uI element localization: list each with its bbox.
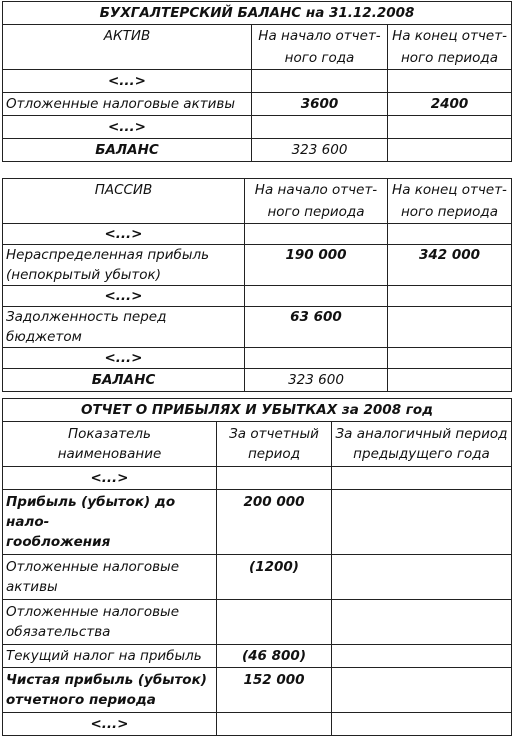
empty-cell bbox=[252, 70, 388, 93]
start-of-year-header bbox=[252, 25, 388, 70]
empty-cell bbox=[388, 116, 512, 139]
deferred-tax-assets-end: 2400 bbox=[388, 93, 512, 116]
balance-assets-table bbox=[2, 1, 512, 162]
label-line: отчетного периода bbox=[6, 692, 156, 708]
indicator-header bbox=[3, 422, 217, 467]
empty-cell bbox=[388, 348, 512, 369]
empty-cell bbox=[245, 224, 388, 245]
retained-earnings-start: 190 000 bbox=[245, 245, 388, 286]
balance-total-label: БАЛАНС bbox=[3, 369, 245, 392]
ellipsis-row: <...> bbox=[3, 348, 245, 369]
income-statement-title: ОТЧЕТ О ПРИБЫЛЯХ И УБЫТКАХ за 2008 год bbox=[3, 399, 512, 422]
reporting-period-header bbox=[217, 422, 332, 467]
empty-cell bbox=[388, 307, 512, 348]
balance-liabilities-table bbox=[2, 178, 512, 392]
label-line: активы bbox=[6, 579, 58, 595]
deferred-tax-assets-label: Отложенные налоговые активы bbox=[3, 93, 252, 116]
empty-cell bbox=[245, 348, 388, 369]
net-profit-label bbox=[3, 668, 217, 713]
empty-cell bbox=[332, 645, 512, 668]
empty-cell bbox=[332, 555, 512, 600]
current-income-tax-label: Текущий налог на прибыль bbox=[3, 645, 217, 668]
deferred-tax-assets-start: 3600 bbox=[252, 93, 388, 116]
label-line: Нераспределенная прибыль bbox=[6, 247, 210, 263]
end-of-period-header bbox=[388, 179, 512, 224]
label-line: Чистая прибыль (убыток) bbox=[6, 672, 207, 688]
income-statement-table bbox=[2, 398, 512, 736]
balance-total-label: БАЛАНС bbox=[3, 139, 252, 162]
balance-total-start: 323 600 bbox=[252, 139, 388, 162]
header-line: За отчетный bbox=[229, 426, 319, 442]
assets-header: АКТИВ bbox=[3, 25, 252, 70]
net-profit-value: 152 000 bbox=[217, 668, 332, 713]
header-line: ного периода bbox=[267, 204, 365, 220]
empty-cell bbox=[245, 286, 388, 307]
previous-period-header bbox=[332, 422, 512, 467]
empty-cell bbox=[217, 467, 332, 490]
deferred-tax-liabilities-label bbox=[3, 600, 217, 645]
balance-title: БУХГАЛТЕРСКИЙ БАЛАНС на 31.12.2008 bbox=[3, 2, 512, 25]
empty-cell bbox=[332, 713, 512, 736]
empty-cell bbox=[332, 490, 512, 555]
header-line: ного года bbox=[284, 50, 355, 66]
label-line: Отложенные налоговые bbox=[6, 559, 180, 575]
empty-cell bbox=[332, 600, 512, 645]
deferred-tax-liabilities-value bbox=[217, 600, 332, 645]
header-line: Показатель bbox=[67, 426, 152, 442]
liabilities-header: ПАССИВ bbox=[3, 179, 245, 224]
header-line: ного периода bbox=[400, 50, 499, 66]
empty-cell bbox=[332, 668, 512, 713]
label-line: обязательства bbox=[6, 624, 111, 640]
header-line: предыдущего года bbox=[353, 446, 490, 462]
header-line: ного периода bbox=[400, 204, 499, 220]
profit-before-tax-label bbox=[3, 490, 217, 555]
empty-cell bbox=[388, 224, 512, 245]
header-line: На начало отчет- bbox=[258, 28, 381, 44]
header-line: период bbox=[247, 446, 301, 462]
balance-total-start: 323 600 bbox=[245, 369, 388, 392]
ellipsis-row: <...> bbox=[3, 70, 252, 93]
header-line: На начало отчет- bbox=[254, 182, 378, 198]
empty-cell bbox=[388, 286, 512, 307]
label-line: Отложенные налоговые bbox=[6, 604, 180, 620]
header-line: наименование bbox=[57, 446, 162, 462]
retained-earnings-label bbox=[3, 245, 245, 286]
deferred-tax-assets-label bbox=[3, 555, 217, 600]
label-line: (непокрытый убыток) bbox=[6, 267, 161, 283]
empty-cell bbox=[332, 467, 512, 490]
retained-earnings-end: 342 000 bbox=[388, 245, 512, 286]
tax-payable-label: Задолженность перед бюджетом bbox=[3, 307, 245, 348]
header-line: За аналогичный период bbox=[335, 426, 508, 442]
empty-cell bbox=[252, 116, 388, 139]
header-line: На конец отчет- bbox=[392, 28, 507, 44]
label-line: Прибыль (убыток) до нало- bbox=[6, 494, 176, 530]
empty-cell bbox=[388, 139, 512, 162]
ellipsis-row: <...> bbox=[3, 116, 252, 139]
ellipsis-row: <...> bbox=[3, 467, 217, 490]
deferred-tax-assets-value: (1200) bbox=[217, 555, 332, 600]
current-income-tax-value: (46 800) bbox=[217, 645, 332, 668]
ellipsis-row: <...> bbox=[3, 713, 217, 736]
ellipsis-row: <...> bbox=[3, 286, 245, 307]
profit-before-tax-value: 200 000 bbox=[217, 490, 332, 555]
end-of-period-header bbox=[388, 25, 512, 70]
tax-payable-start: 63 600 bbox=[245, 307, 388, 348]
header-line: На конец отчет- bbox=[392, 182, 507, 198]
label-line: гообложения bbox=[6, 534, 111, 550]
empty-cell bbox=[388, 70, 512, 93]
empty-cell bbox=[217, 713, 332, 736]
empty-cell bbox=[388, 369, 512, 392]
start-of-period-header bbox=[245, 179, 388, 224]
ellipsis-row: <...> bbox=[3, 224, 245, 245]
